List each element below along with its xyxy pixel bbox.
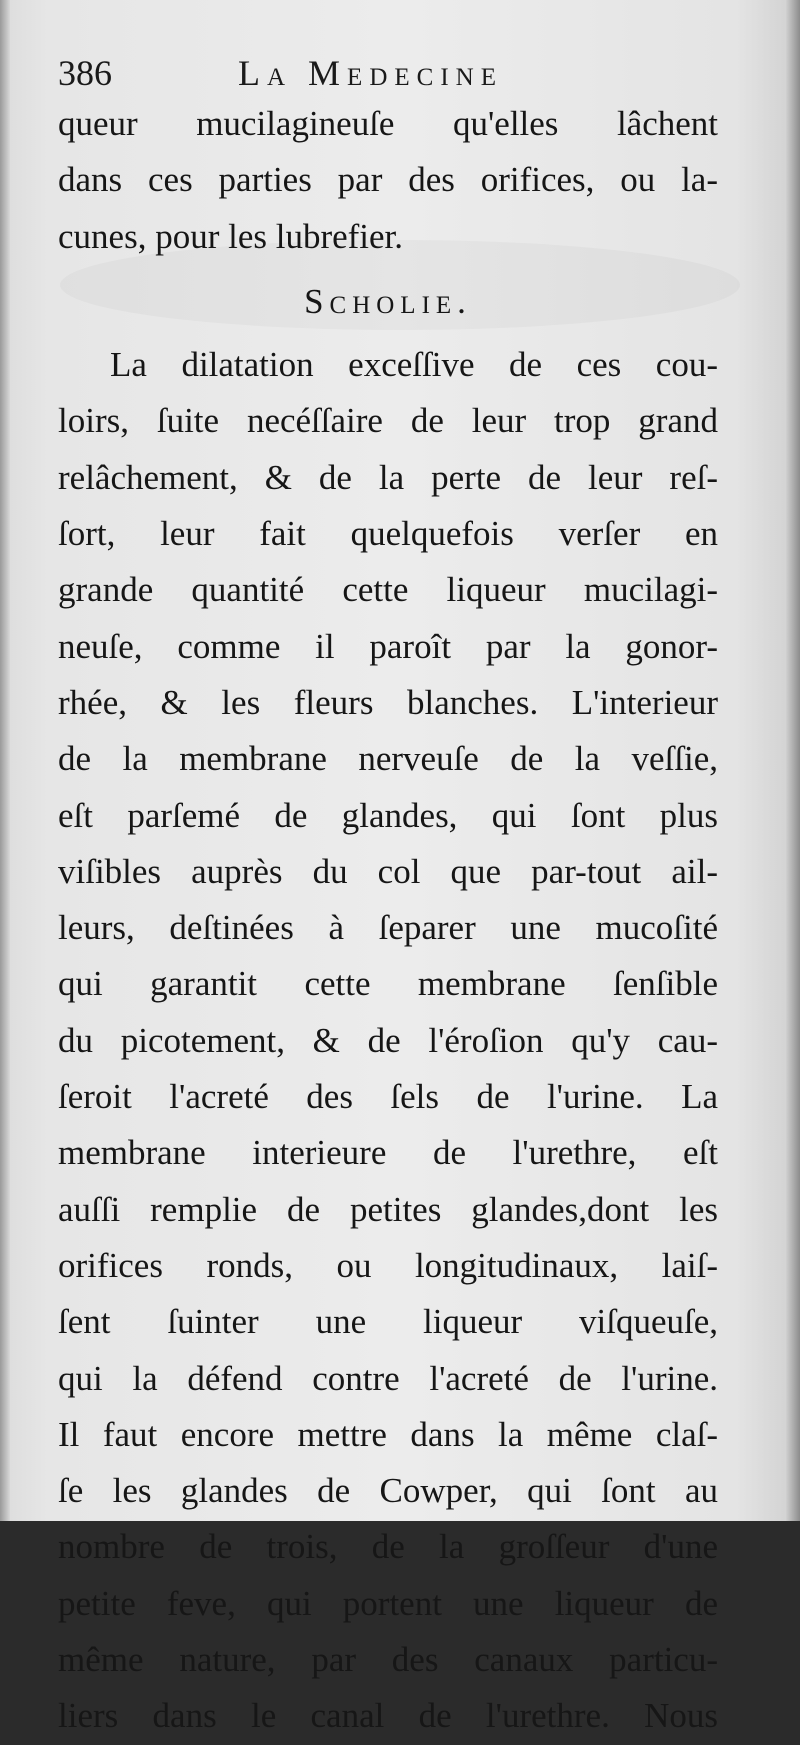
text-line: de la membrane nerveuſe de la veſſie, — [58, 739, 718, 779]
page-left-edge — [0, 0, 10, 1521]
text-line: neuſe, comme il paroît par la gonor- — [58, 626, 718, 666]
text-line: ſort, leur fait quelquefois verſer en — [58, 514, 718, 554]
text-line: leurs, deſtinées à ſeparer une mucoſité — [58, 908, 718, 948]
text-line: auſſi remplie de petites glandes,dont les — [58, 1189, 718, 1229]
text-line: du picotement, & de l'éroſion qu'y cau- — [58, 1020, 718, 1060]
page-right-edge — [786, 0, 800, 1521]
text-line: dans ces parties par des orifices, ou la- — [58, 160, 718, 200]
section-heading: Scholie. — [304, 281, 472, 321]
text-line: relâchement, & de la perte de leur reſ- — [58, 457, 718, 497]
text-line: grande quantité cette liqueur mucilagi- — [58, 570, 718, 610]
text-line: même nature, par des canaux particu- — [58, 1640, 718, 1680]
text-line: queur mucilagineuſe qu'elles lâchent — [58, 104, 718, 143]
text-line: qui garantit cette membrane ſenſible — [58, 964, 718, 1004]
text-line: La dilatation exceſſive de ces cou- — [110, 345, 718, 385]
text-line: orifices ronds, ou longitudinaux, laiſ- — [58, 1245, 718, 1285]
text-line: eſt parſemé de glandes, qui ſont plus — [58, 795, 718, 835]
text-line: qui la défend contre l'acreté de l'urine. — [58, 1358, 718, 1398]
page-text — [58, 96, 718, 1745]
text-line: rhée, & les fleurs blanches. L'interieur — [58, 682, 718, 722]
text-line: ſe les glandes de Cowper, qui ſont au — [58, 1471, 718, 1511]
text-line: cunes, pour les lubrefier. — [58, 216, 404, 256]
text-line: liers dans le canal de l'urethre. Nous — [58, 1696, 718, 1736]
text-line: membrane interieure de l'urethre, eſt — [58, 1133, 718, 1173]
text-line: nombre de trois, de la groſſeur d'une — [58, 1527, 718, 1567]
text-line: ſent ſuinter une liqueur viſqueuſe, — [58, 1302, 718, 1342]
text-line: loirs, ſuite necéſſaire de leur trop grand — [58, 401, 718, 441]
text-line: petite feve, qui portent une liqueur de — [58, 1583, 718, 1623]
text-line: Il faut encore mettre dans la même claſ- — [58, 1414, 718, 1454]
text-line: ſeroit l'acreté des ſels de l'urine. La — [58, 1077, 718, 1117]
text-line: viſibles auprès du col que par-tout ail- — [58, 851, 718, 891]
running-head: La Medecine — [238, 53, 503, 93]
page-number: 386 — [58, 53, 112, 93]
